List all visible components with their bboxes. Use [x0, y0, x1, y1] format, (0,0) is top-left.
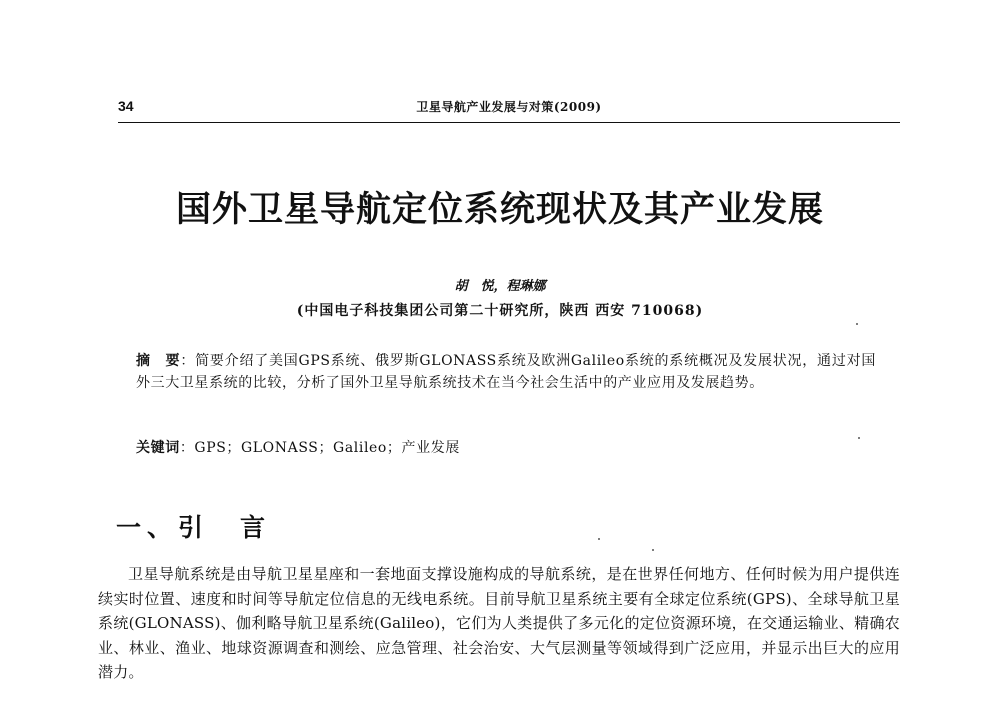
keywords-label: 关键词 [136, 440, 180, 456]
header-rule [118, 122, 900, 123]
abstract [136, 350, 876, 394]
scan-speck [598, 538, 600, 540]
article-title: 国外卫星导航定位系统现状及其产业发展 [175, 189, 824, 230]
keywords [136, 437, 876, 459]
author-affiliation: (中国电子科技集团公司第二十研究所，陕西 西安 710068) [296, 303, 704, 319]
section-heading: 一、引 言 [116, 513, 272, 542]
body-paragraph: 卫星导航系统是由导航卫星星座和一套地面支撑设施构成的导航系统，是在世界任何地方、任何时候为用户提供连续实时位置、速度和时间等导航定位信息的无线电系统。目前导航卫星系统主要有全球定位系统(GPS)、全球导航卫星系统(GLONASS)、伽利略导航卫星系统(Galileo)，它们为人类提供了多元化的定位资源环境，在交通运输业、精确农业、林业、渔业、地球资源调查和测绘、应急管理、社会治安、大气层测量等领域得到广泛应用，并显示出巨大的应用潜力。 [98, 565, 900, 681]
scan-speck [652, 549, 654, 551]
running-header [118, 96, 900, 118]
article-authors: 胡 悦，程琳娜 [454, 279, 546, 294]
scan-speck [856, 323, 858, 325]
keywords-text: ：GPS；GLONASS；Galileo；产业发展 [179, 440, 460, 456]
abstract-label: 摘 要 [136, 353, 181, 369]
abstract-text: ：简要介绍了美国GPS系统、俄罗斯GLONASS系统及欧洲Galileo系统的系统概况及发展状况，通过对国外三大卫星系统的比较，分析了国外卫星导航系统技术在当今社会生活中的产业应用及发展趋势。 [136, 353, 876, 391]
page-number: 34 [118, 98, 134, 114]
scan-speck [858, 437, 860, 439]
journal-name: 卫星导航产业发展与对策(2009) [416, 100, 602, 114]
